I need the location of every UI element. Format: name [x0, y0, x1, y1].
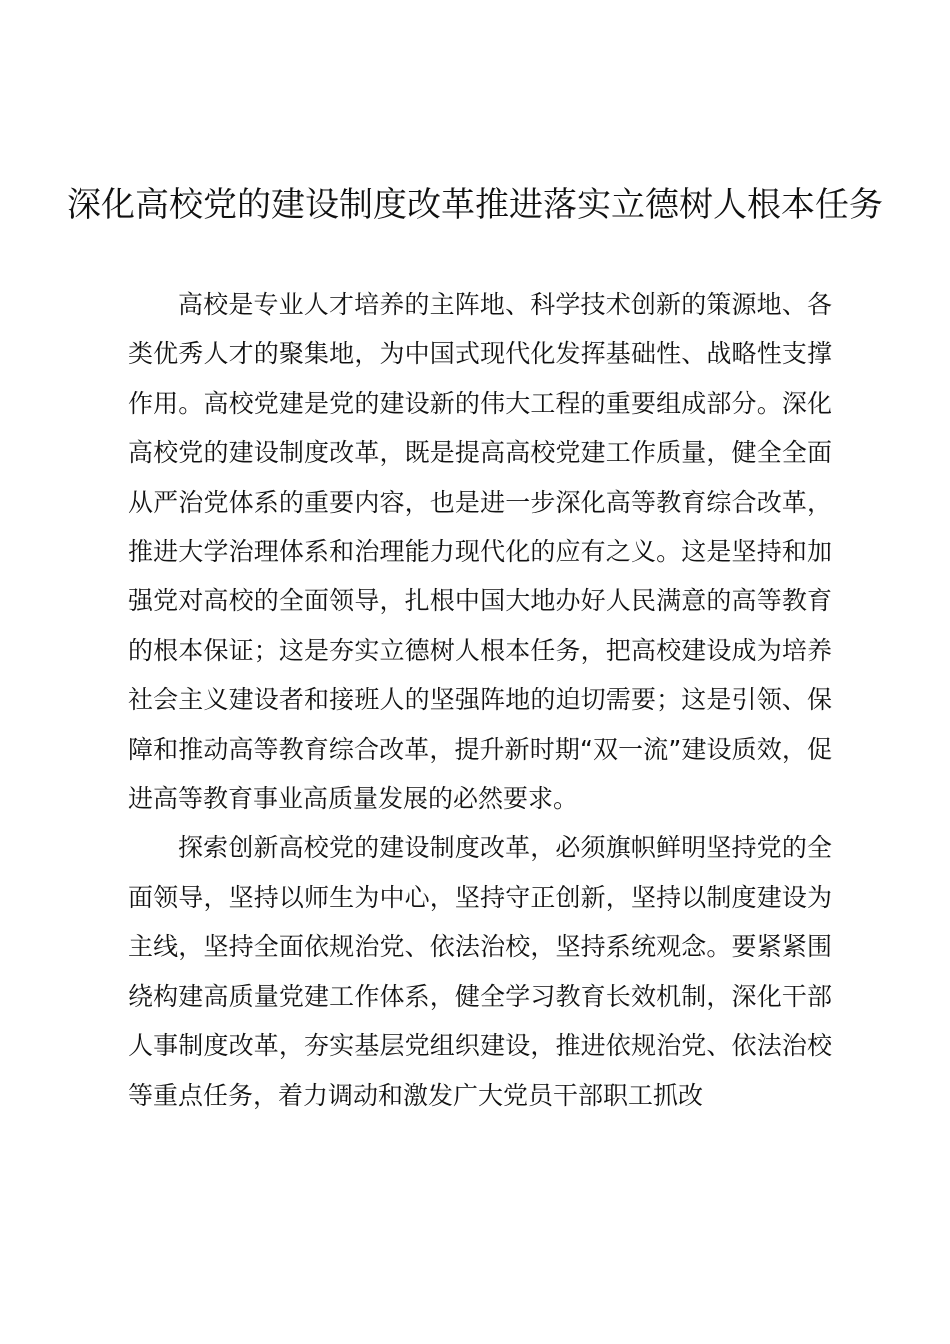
- paragraph-1: 高校是专业人才培养的主阵地、科学技术创新的策源地、各类优秀人才的聚集地，为中国式现代化发挥基础性、战略性支撑作用。高校党建是党的建设新的伟大工程的重要组成部分。深化高校党的建设制度改革，既是提高高校党建工作质量，健全全面从严治党体系的重要内容，也是进一步深化高等教育综合改革，推进大学治理体系和治理能力现代化的应有之义。这是坚持和加强党对高校的全面领导，扎根中国大地办好人民满意的高等教育的根本保证；这是夯实立德树人根本任务，把高校建设成为培养社会主义建设者和接班人的坚强阵地的迫切需要；这是引领、保障和推动高等教育综合改革，提升新时期“双一流”建设质效，促进高等教育事业高质量发展的必然要求。: [128, 290, 832, 814]
- paragraph-2: 探索创新高校党的建设制度改革，必须旗帜鲜明坚持党的全面领导，坚持以师生为中心，坚持守正创新，坚持以制度建设为主线，坚持全面依规治党、依法治校，坚持系统观念。要紧紧围绕构建高质量党建工作体系，健全学习教育长效机制，深化干部人事制度改革，夯实基层党组织建设，推进依规治党、依法治校等重点任务，着力调动和激发广大党员干部职工抓改: [128, 833, 832, 1110]
- document-title: 深化高校党的建设制度改革推进落实立德树人根本任务: [67, 185, 883, 225]
- document-body: [128, 280, 832, 1120]
